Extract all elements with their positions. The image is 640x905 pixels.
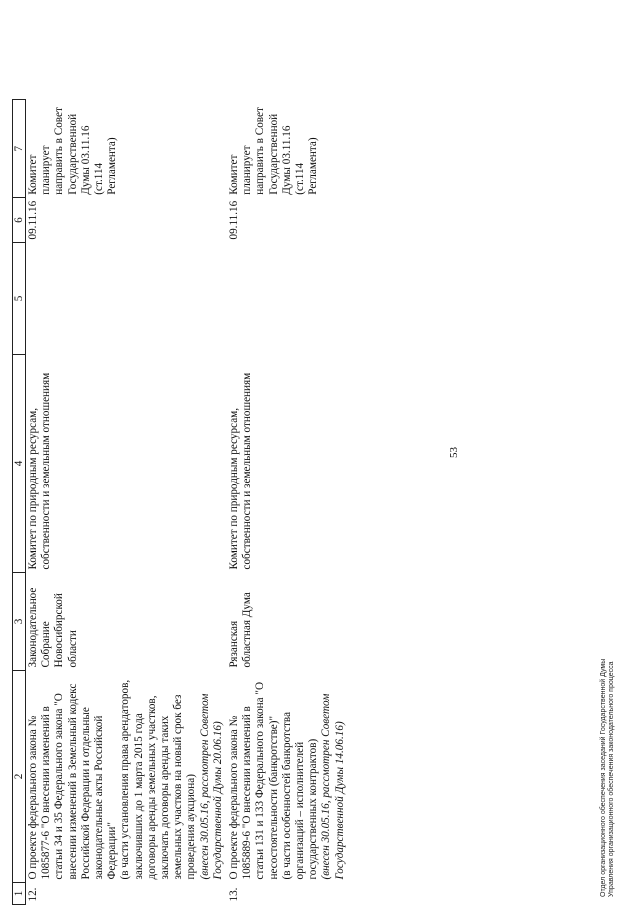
header-col-7: 7 (13, 100, 26, 198)
bill-title: О проекте федерального закона № 1085877-6 "О внесении изменений в статьи 34 и 35 Федерального закона "О внесении изменений в Земельный кодекс Российской Федерации и отдельные законодательные акты Российской Федерации" (27, 683, 119, 880)
footer (600, 659, 616, 897)
header-col-1: 1 (13, 883, 26, 905)
table-row (227, 100, 370, 905)
bill-introduction: (внесен 30.05.16, рассмотрен Советом Государственной Думы 20.06.16) (198, 693, 224, 880)
review-date: 09.11.16 (228, 200, 241, 240)
committee-plan: Комитет планирует направить в Совет Государственной Думы 03.11.16 (ст.114 Регламента) (27, 107, 119, 195)
column-5-cell (227, 243, 370, 355)
row-number: 12. (27, 887, 39, 902)
footer-line-1: Отдел организационного обеспечения заседаний Государственной Думы (600, 658, 607, 897)
bill-note: (в части особенностей банкротства организаций – исполнителей государственных контрактов) (280, 711, 320, 880)
header-col-4: 4 (13, 355, 26, 573)
committee-plan: Комитет планирует направить в Совет Государственной Думы 03.11.16 (ст.114 Регламента) (228, 107, 320, 195)
column-5-cell (26, 243, 228, 355)
bill-title: О проекте федерального закона № 1085889-6 "О внесении изменений в статьи 131 и 133 Федерального закона "О несостоятельности (банкротстве)" (228, 681, 280, 880)
page-number: 53 (448, 447, 460, 458)
column-number-header (13, 100, 26, 905)
review-date: 09.11.16 (27, 200, 39, 240)
responsible-committee: Комитет по природным ресурсам, собственности и земельным отношениям (228, 372, 254, 570)
responsible-committee: Комитет по природным ресурсам, собственности и земельным отношениям (27, 372, 53, 570)
bill-initiator: Рязанская областная Дума (228, 592, 254, 668)
header-col-3: 3 (13, 573, 26, 671)
bill-description (26, 671, 228, 883)
row-number: 13. (228, 887, 241, 902)
bill-table (12, 99, 370, 905)
bill-initiator: Законодательное Собрание Новосибирской области (27, 587, 79, 668)
header-col-5: 5 (13, 243, 26, 355)
bill-note: (в части установления права арендаторов, заключивших до 1 марта 2015 года договоры аренды земельных участков, заключать договоры аренды таких земельных участков на новый срок без проведения аукциона) (119, 679, 198, 880)
bill-introduction: (внесен 30.05.16, рассмотрен Советом Государственной Думы 14.06.16) (320, 693, 346, 880)
header-col-6: 6 (13, 198, 26, 243)
footer-line-2: Управления организационного обеспечения законодательного процесса (608, 661, 615, 897)
header-col-2: 2 (13, 671, 26, 883)
bill-description (227, 671, 370, 883)
table-row (26, 100, 228, 905)
